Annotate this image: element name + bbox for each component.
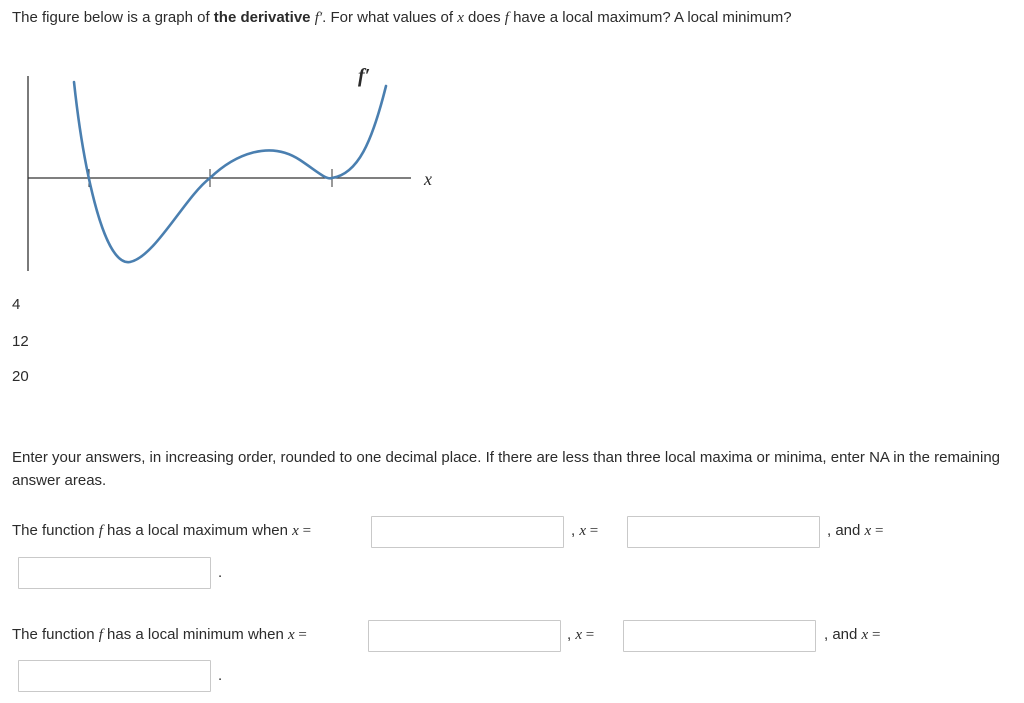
max-answer-1[interactable] <box>371 516 564 548</box>
tick-value-2: 12 <box>12 333 29 350</box>
min-comma: , <box>567 626 576 643</box>
instructions: Enter your answers, in increasing order, rounded to one decimal place. If there are less than three local maxima or minima, enter NA in the remaining answer areas. <box>12 449 1001 489</box>
max-answer-3[interactable] <box>18 557 211 589</box>
min-x: x <box>287 627 295 643</box>
x-axis-label: x <box>424 169 432 189</box>
min-prefix: The function <box>12 626 99 643</box>
max-sep-x: x <box>579 523 587 539</box>
max-sep-2 <box>827 522 883 540</box>
min-suffix: has a local minimum when <box>102 626 288 643</box>
tick-value-3: 20 <box>12 368 29 385</box>
max-sep-1 <box>571 522 598 540</box>
min-sep-2 <box>824 626 880 644</box>
f-prime-curve <box>74 82 386 262</box>
prompt-middle: . For what values of <box>322 9 458 26</box>
question-prompt <box>12 9 792 27</box>
min-sep-x: x <box>575 627 583 643</box>
prompt-f: f <box>504 10 509 26</box>
min-sep-1 <box>567 626 594 644</box>
min-eq: = <box>294 627 307 643</box>
min-f: f <box>98 627 103 643</box>
prompt-fprime: f′ <box>314 10 323 26</box>
min-and-eq: = <box>868 627 881 643</box>
max-sep-eq: = <box>586 523 599 539</box>
prompt-tail: have a local maximum? A local minimum? <box>508 9 792 26</box>
max-and-eq: = <box>871 523 884 539</box>
max-period: . <box>218 564 223 581</box>
min-and-x: x <box>861 627 869 643</box>
max-comma: , <box>571 522 580 539</box>
derivative-graph <box>20 62 440 282</box>
max-prefix: The function <box>12 522 99 539</box>
max-and: , and <box>827 522 865 539</box>
max-x: x <box>292 523 299 539</box>
min-answer-3[interactable] <box>18 660 211 692</box>
min-answer-1[interactable] <box>368 620 561 652</box>
max-and-x: x <box>864 523 872 539</box>
curve-label: f′ <box>358 65 371 87</box>
max-answer-2[interactable] <box>627 516 820 548</box>
min-period: . <box>218 667 223 684</box>
prompt-x: x <box>457 10 464 26</box>
max-row-label <box>12 522 311 540</box>
prompt-intro: The figure below is a graph of <box>12 9 214 26</box>
max-eq: = <box>298 523 312 539</box>
max-f: f <box>98 523 103 539</box>
max-suffix: has a local maximum when <box>102 522 293 539</box>
tick-value-1: 4 <box>12 296 21 313</box>
min-row-label <box>12 626 307 644</box>
min-sep-eq: = <box>582 627 595 643</box>
min-and: , and <box>824 626 862 643</box>
prompt-does: does <box>463 9 505 26</box>
prompt-bold: the derivative <box>213 9 311 26</box>
min-answer-2[interactable] <box>623 620 816 652</box>
